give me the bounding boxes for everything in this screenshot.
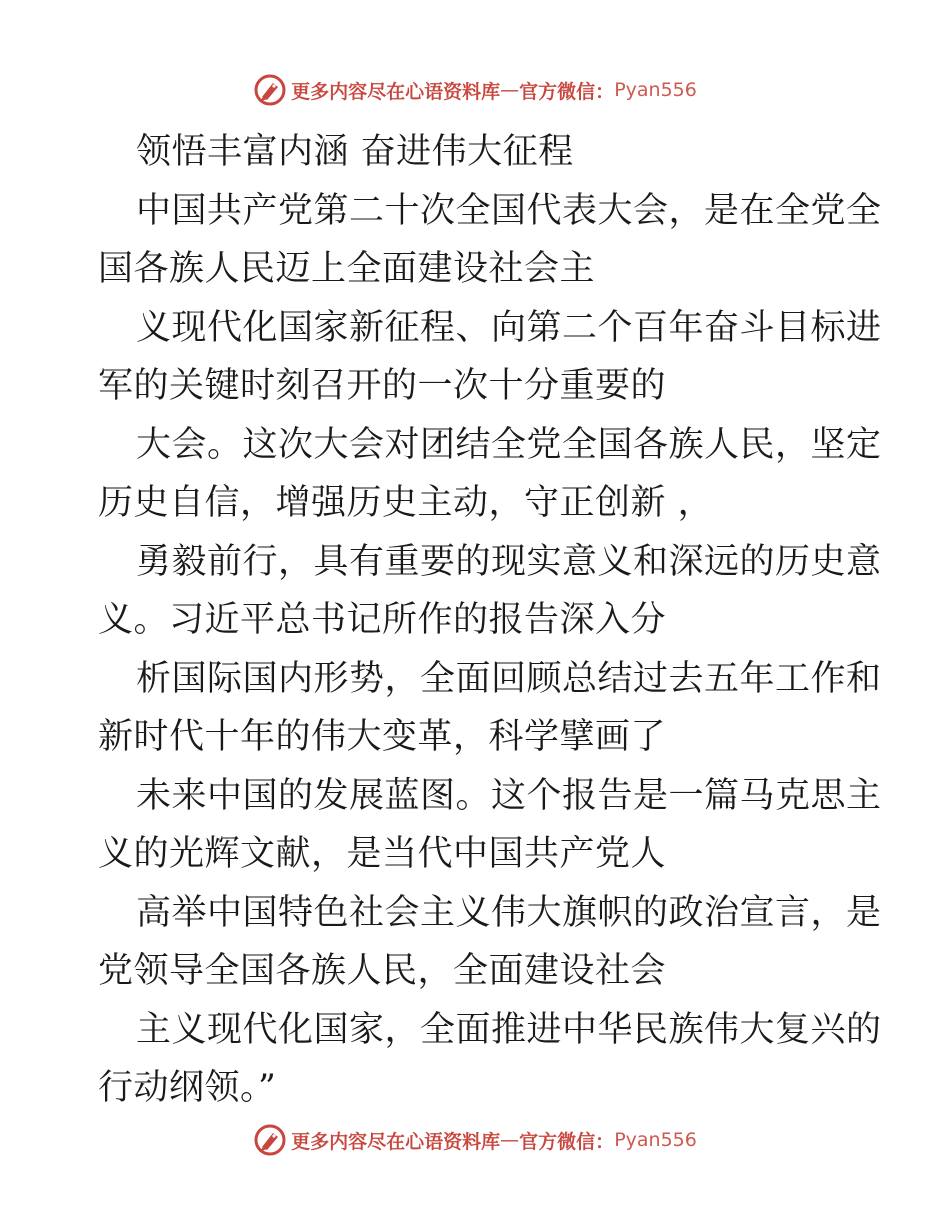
pen-nib-logo-icon (253, 1123, 287, 1157)
banner-dash: — (500, 79, 520, 101)
paragraph-line: 主义现代化国家，全面推进中华民族伟大复兴的 (136, 1009, 882, 1050)
paragraph-line: 军的关键时刻召开的一次十分重要的 (98, 366, 667, 406)
paragraph-line: 析国际国内形势，全面回顾总结过去五年工作和 (136, 658, 882, 699)
paragraph-line: 新时代十年的伟大变革，科学擘画了 (98, 717, 667, 757)
paragraph-line: 未来中国的发展蓝图。这个报告是一篇马克思主 (136, 775, 882, 816)
paragraph-line: 党领导全国各族人民，全面建设社会 (98, 951, 667, 991)
banner-wechat-id: Pyan556 (614, 79, 697, 101)
document-body (98, 123, 882, 1118)
paragraph-line: 大会。这次大会对团结全党全国各族人民，坚定 (136, 424, 882, 465)
footer-watermark-banner (0, 1120, 950, 1160)
banner-wechat-label: 官方微信： (519, 1130, 615, 1153)
paragraph-line: 历史自信，增强历史主动，守正创新 ， (98, 483, 714, 523)
banner-wechat-label: 官方微信： (519, 80, 615, 103)
banner-main-text: 更多内容尽在心语资料库 (291, 1130, 501, 1153)
paragraph-line: 义的光辉文献，是当代中国共产党人 (98, 834, 667, 874)
banner-main-text: 更多内容尽在心语资料库 (291, 80, 501, 103)
pen-nib-logo-icon (253, 73, 287, 107)
paragraph-line: 行动纲领。” (98, 1068, 277, 1108)
paragraph-line: 义现代化国家新征程、向第二个百年奋斗目标进 (136, 307, 882, 348)
paragraph-line: 国各族人民迈上全面建设社会主 (98, 249, 596, 289)
paragraph-line: 高举中国特色社会主义伟大旗帜的政治宣言，是 (136, 892, 882, 933)
banner-dash: — (500, 1129, 520, 1151)
banner-wechat-id: Pyan556 (614, 1129, 697, 1151)
document-title: 领悟丰富内涵 奋进伟大征程 (136, 132, 574, 172)
header-watermark-banner (0, 70, 950, 110)
paragraph-line: 义。习近平总书记所作的报告深入分 (98, 600, 667, 640)
paragraph-line: 中国共产党第二十次全国代表大会，是在全党全 (136, 190, 882, 231)
paragraph-line: 勇毅前行，具有重要的现实意义和深远的历史意 (136, 541, 882, 582)
